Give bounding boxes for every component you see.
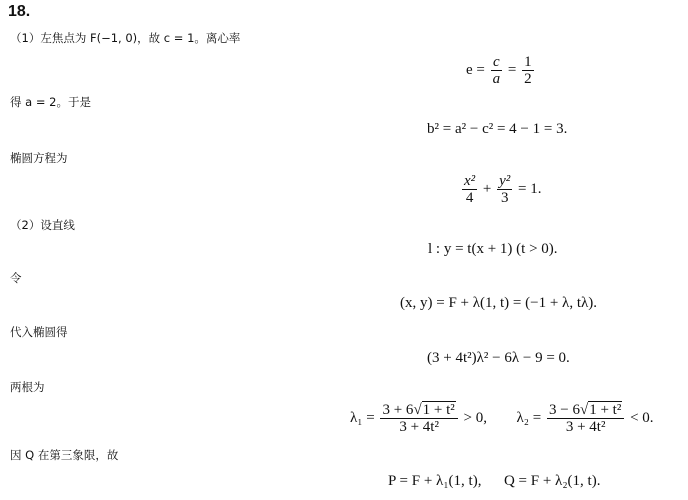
ellipse-frac-x (462, 173, 477, 206)
ecc-frac-den: a (492, 71, 501, 87)
lambda1-rel: > 0, (463, 409, 488, 426)
points-equation: P = F + λ₁(1, t), Q = F + λ₂(1, t). (388, 473, 601, 489)
lambda1-num-a: 3 + 6 (382, 402, 414, 418)
ecc-frac2-den: 2 (524, 71, 532, 87)
lambda1-lhs: λ₁ = (350, 409, 375, 426)
let-text: 令 (10, 271, 22, 285)
lambda1-sqrt: √1 + t² (413, 402, 455, 418)
lambda2-rel: < 0. (630, 409, 654, 426)
lambda2-num (547, 402, 624, 419)
ellipse-frac-y-num: y² (499, 173, 511, 189)
part2-intro: （2）设直线 (10, 218, 75, 232)
roots-equation (350, 402, 654, 435)
ecc-eq: = (507, 61, 517, 78)
part1-intro: （1）左焦点为 F(−1, 0)，故 c = 1。离心率 (10, 31, 241, 45)
param-equation: (x, y) = F + λ(1, t) = (−1 + λ, tλ). (400, 295, 598, 311)
roots-intro-text: 两根为 (10, 380, 45, 394)
eccentricity-equation (466, 54, 536, 87)
lambda1-num (380, 402, 457, 419)
ellipse-frac-x-den: 4 (465, 190, 474, 206)
line-equation: l : y = t(x + 1) (t > 0). (428, 241, 558, 257)
substitute-text: 代入椭圆得 (10, 325, 68, 339)
ellipse-plus: + (482, 180, 492, 197)
ecc-frac2-num: 1 (524, 54, 532, 70)
lambda2-sqrt: √1 + t² (579, 402, 622, 418)
lambda2-radicand: 1 + t² (589, 402, 622, 418)
lambda2-frac (547, 402, 624, 435)
ecc-frac-c-a (491, 54, 503, 87)
lambda1-frac (380, 402, 457, 435)
ellipse-equation (460, 173, 542, 206)
get-a-text: 得 a = 2。于是 (10, 95, 91, 109)
ellipse-intro-text: 椭圆方程为 (10, 151, 68, 165)
lambda2-num-a: 3 − 6 (548, 402, 580, 418)
quadrant-text: 因 Q 在第三象限，故 (10, 448, 119, 462)
quadratic-equation: (3 + 4t²)λ² − 6λ − 9 = 0. (427, 350, 570, 366)
ellipse-frac-y-den: 3 (500, 190, 509, 206)
problem-number: 18. (8, 3, 31, 20)
b-squared-equation: b² = a² − c² = 4 − 1 = 3. (427, 121, 568, 137)
lambda2-lhs: λ₂ = (516, 409, 542, 426)
ellipse-frac-x-num: x² (464, 173, 476, 189)
ellipse-rhs: = 1. (518, 180, 542, 197)
lambda2-den: 3 + 4t² (565, 419, 606, 435)
ecc-lhs: e = (466, 61, 485, 78)
ellipse-frac-y (497, 173, 512, 206)
lambda1-radicand: 1 + t² (422, 402, 455, 418)
lambda1-den: 3 + 4t² (399, 419, 439, 435)
ecc-frac-num: c (491, 54, 503, 71)
ecc-frac-half (522, 54, 534, 87)
